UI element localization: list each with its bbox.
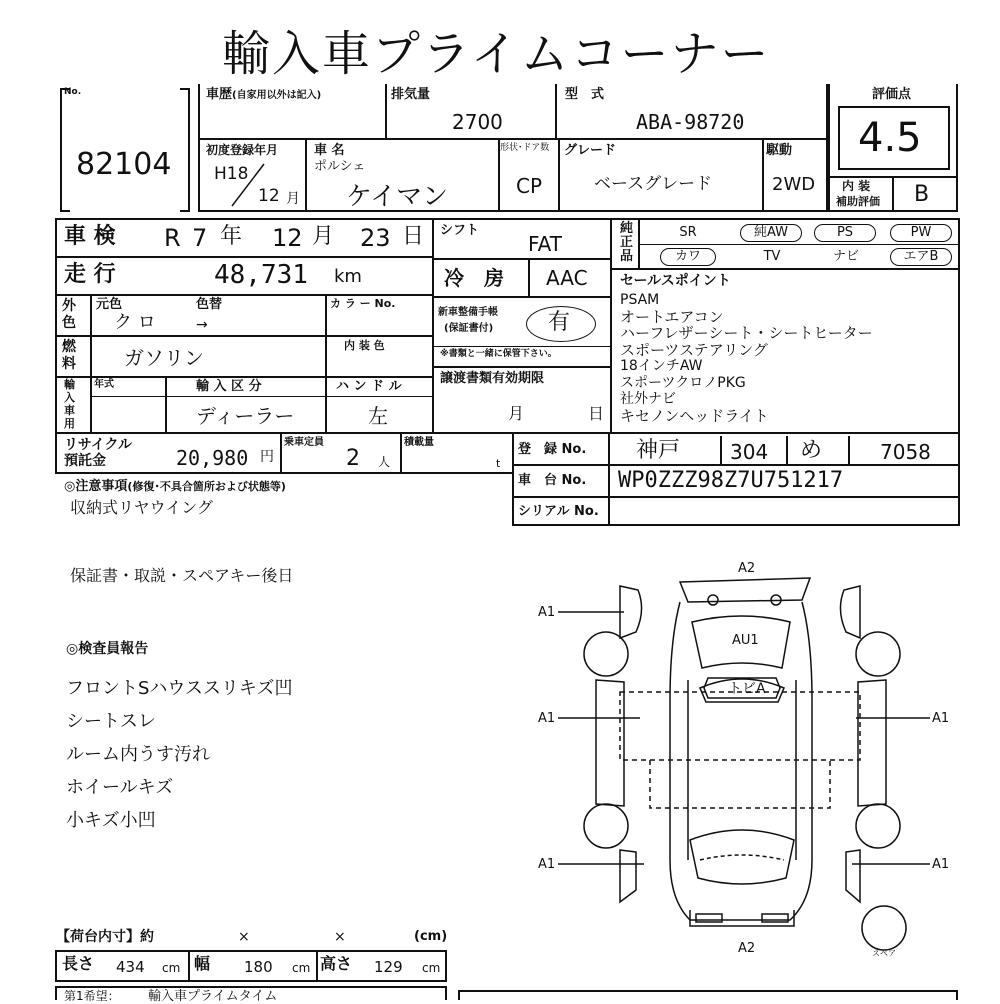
doc-expiry-month: 月 (508, 404, 525, 423)
sales-point: キセノンヘッドライト (620, 406, 769, 425)
notes-label: ◎注意事項(修復･不具合箇所および状態等) (64, 479, 286, 494)
color-orig-label: 元色 (96, 297, 123, 312)
interior-score-sub: 補助評価 (836, 195, 880, 208)
damage-a1-rear-left: A1 (538, 605, 556, 620)
car-damage-diagram (520, 560, 960, 960)
damage-a1-mid-right: A1 (932, 711, 950, 726)
warranty-value: 有 (548, 310, 571, 335)
handle-value: 左 (368, 404, 388, 428)
registration-area: 神戸 (636, 438, 681, 463)
handle-label: ハ ン ド ル (336, 379, 402, 394)
recycle-value: 20,980 (176, 446, 249, 470)
equip-aw: 純AW (740, 224, 802, 242)
first-reg-year: H18 (214, 164, 249, 184)
cargo-unit: (cm) (414, 929, 448, 944)
import-label: 輸入車用 (64, 378, 75, 430)
inspector-item: ホイールキズ (66, 777, 174, 798)
equip-airbag: エアB (890, 248, 952, 266)
damage-a1-mid-left: A1 (538, 711, 556, 726)
mileage-unit: km (334, 266, 362, 287)
mileage-value: 48,731 (214, 260, 308, 290)
chassis-label: 車 台 No. (518, 473, 587, 488)
car-maker: ポルシェ (314, 159, 366, 174)
load-label: 積載量 (404, 437, 434, 448)
body-label: 形状･ドア数 (500, 143, 550, 153)
cargo-x2: × (334, 929, 346, 945)
registration-kana: め (800, 438, 823, 463)
interior-score-value: B (914, 182, 930, 207)
warranty-label: 新車整備手帳 (438, 307, 498, 318)
equipment-label: 純正品 (620, 221, 634, 264)
inspection-year-unit: 年 (220, 224, 243, 249)
score-label: 評価点 (872, 87, 912, 102)
fuel-label: 燃料 (62, 339, 76, 372)
cargo-width-unit: cm (292, 961, 311, 975)
score-value: 4.5 (858, 115, 922, 161)
sales-point: PSAM (620, 292, 660, 308)
doc-expiry-label: 譲渡書類有効期限 (440, 371, 545, 386)
shift-value: FAT (528, 232, 563, 256)
grade-value: ベースグレード (594, 174, 713, 194)
first-bid-label: 第1希望： (64, 989, 120, 1003)
first-reg-month-unit: 月 (286, 191, 300, 207)
cargo-length-label: 長さ (62, 954, 95, 973)
sales-point: 社外ナビ (620, 391, 676, 407)
damage-tobi: トビA (728, 681, 766, 697)
inspection-era: R (164, 224, 181, 252)
recycle-label: リサイクル (64, 437, 133, 453)
damage-au1: AU1 (732, 633, 759, 648)
inspection-day: 23 (360, 224, 391, 252)
model-code-label: 型 式 (565, 87, 605, 102)
damage-a2-top: A2 (738, 561, 756, 576)
ac-value: AAC (546, 266, 588, 290)
first-bid-value: 輸入車プライムタイム (148, 989, 278, 1004)
capacity-label: 乗車定員 (284, 437, 324, 448)
cargo-height-unit: cm (422, 961, 441, 975)
extra-note: 保証書・取説・スペアキー後日 (70, 566, 294, 585)
damage-a1-front-right: A1 (932, 857, 950, 872)
history-label: 車歴(自家用以外は記入) (206, 87, 322, 102)
recycle-unit: 円 (260, 449, 274, 465)
interior-color-label: 内 装 色 (344, 339, 385, 352)
warranty-note: ※書類と一緒に保管下さい。 (440, 349, 557, 359)
inspection-month-unit: 月 (312, 224, 335, 249)
equip-tv: TV (763, 249, 781, 264)
color-orig: ク ロ (114, 312, 156, 333)
cargo-length-unit: cm (162, 961, 181, 975)
lot-bracket (60, 88, 70, 212)
notes-text: 収納式リヤウイング (70, 498, 213, 517)
sales-point: オートエアコン (620, 307, 724, 326)
equip-leather: カワ (660, 248, 716, 266)
page-title: 輸入車プライムコーナー (222, 26, 771, 82)
fuel-value: ガソリン (124, 346, 204, 370)
import-year-label: 年式 (94, 379, 114, 390)
mileage-label: 走 行 (64, 262, 116, 287)
inspection-day-unit: 日 (402, 224, 425, 249)
cargo-height-label: 高さ (320, 954, 353, 973)
interior-score-label: 内 装 (842, 179, 871, 193)
registration-class: 304 (730, 440, 769, 464)
capacity-unit: 人 (378, 455, 391, 469)
bottom-right-box (458, 990, 958, 1000)
inspection-label: 車 検 (64, 224, 116, 249)
cargo-height: 129 (374, 958, 403, 976)
lot-number: 82104 (76, 147, 172, 182)
sales-points-label: セールスポイント (620, 273, 731, 289)
car-name-value: ケイマン (346, 182, 449, 212)
equip-pw: PW (890, 224, 952, 242)
registration-number: 7058 (880, 440, 931, 464)
first-reg-label: 初度登録年月 (206, 143, 279, 157)
inspection-month: 12 (272, 224, 303, 252)
serial-label: シリアル No. (518, 504, 599, 519)
color-change-label: 色替 (196, 297, 223, 312)
shift-label: シフト (440, 223, 480, 238)
grade-label: グレード (564, 143, 617, 158)
damage-a1-front-left: A1 (538, 857, 556, 872)
displacement-label: 排気量 (391, 87, 431, 102)
damage-a2-bottom: A2 (738, 941, 756, 956)
cargo-x1: × (238, 929, 250, 945)
sales-point: ハーフレザーシート・シートヒーター (620, 324, 873, 342)
first-reg-month: 12 (258, 186, 280, 206)
equip-sr: SR (679, 225, 697, 240)
import-type: ディーラー (196, 404, 295, 428)
warranty-label-sub: (保証書付) (444, 323, 494, 334)
inspection-year: 7 (192, 224, 208, 252)
sales-points-list (620, 292, 873, 424)
inspector-item: フロントSハウススリキズ凹 (66, 678, 293, 699)
lot-label: No. (64, 87, 82, 97)
recycle-label-sub: 預託金 (64, 453, 106, 469)
displacement-value: 2700 (452, 110, 503, 134)
cargo-label: 【荷台内寸】約 (56, 929, 154, 945)
body-value: CP (516, 174, 543, 198)
load-unit: t (496, 457, 501, 470)
cargo-width: 180 (244, 958, 273, 976)
color-label: 外色 (62, 298, 76, 331)
inspector-list (66, 672, 293, 837)
inspector-item: 小キズ小凹 (66, 810, 156, 831)
inspector-label: ◎検査員報告 (66, 641, 149, 657)
spare-label: スペア (872, 949, 896, 958)
capacity-value: 2 (346, 446, 360, 471)
color-change: → (196, 317, 208, 333)
ac-label: 冷 房 (444, 266, 504, 290)
import-type-label: 輸 入 区 分 (196, 379, 262, 394)
lot-bracket-right (180, 88, 190, 212)
drive-label: 駆動 (766, 143, 793, 158)
cargo-width-label: 幅 (194, 954, 211, 973)
drive-value: 2WD (772, 174, 816, 195)
inspector-item: ルーム内うす汚れ (66, 744, 210, 765)
equip-ps: PS (814, 224, 876, 242)
car-name-label: 車 名 (314, 143, 345, 158)
sales-point: スポーツクロノPKG (620, 374, 746, 391)
sales-point: 18インチAW (620, 358, 703, 374)
equip-navi: ナビ (832, 249, 859, 264)
doc-expiry-day: 日 (588, 404, 605, 423)
chassis-value: WP0ZZZ98Z7U751217 (618, 468, 844, 493)
cargo-length: 434 (116, 958, 145, 976)
color-code-label: カ ラ ー No. (330, 297, 396, 310)
sales-point: スポーツステアリング (620, 340, 768, 359)
registration-label: 登 録 No. (518, 442, 587, 457)
inspector-item: シートスレ (66, 711, 156, 732)
model-code-value: ABA-98720 (636, 110, 745, 134)
